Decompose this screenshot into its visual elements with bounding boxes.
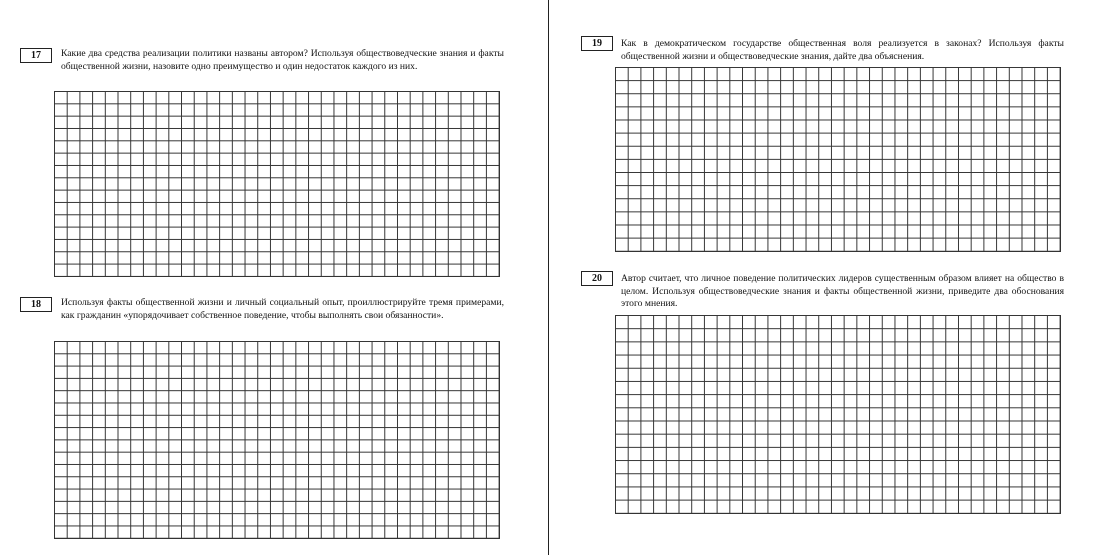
- task-18-number: 18: [20, 297, 52, 312]
- task-18-question: Используя факты общественной жизни и личный социальный опыт, проиллюстрируйте тремя примерами, как гражданин «упорядочивает собственное поведение, чтобы выполнять свои обязанности».: [61, 297, 504, 321]
- task-20-number: 20: [581, 271, 613, 286]
- task-19-number: 19: [581, 36, 613, 51]
- task-19-question: Как в демократическом государстве общественная воля реализуется в законах? Используя факты общественной жизни и обществоведческие знания, дайте два объяснения.: [621, 38, 1064, 62]
- task-17-question: Какие два средства реализации политики названы автором? Используя обществоведческие знания и факты общественной жизни, назовите одно преимущество и один недостаток каждого из них.: [61, 48, 504, 72]
- task-17-answer-grid[interactable]: [54, 91, 500, 277]
- page-divider: [548, 0, 549, 555]
- task-20-question: Автор считает, что личное поведение политических лидеров существенным образом влияет на общество в целом. Используя обществоведческие знания и факты общественной жизни, приведите два обоснования этого мнения.: [621, 273, 1064, 310]
- task-19-answer-grid[interactable]: [615, 67, 1061, 252]
- task-18-answer-grid[interactable]: [54, 341, 500, 539]
- task-17-number: 17: [20, 48, 52, 63]
- task-20-answer-grid[interactable]: [615, 315, 1061, 514]
